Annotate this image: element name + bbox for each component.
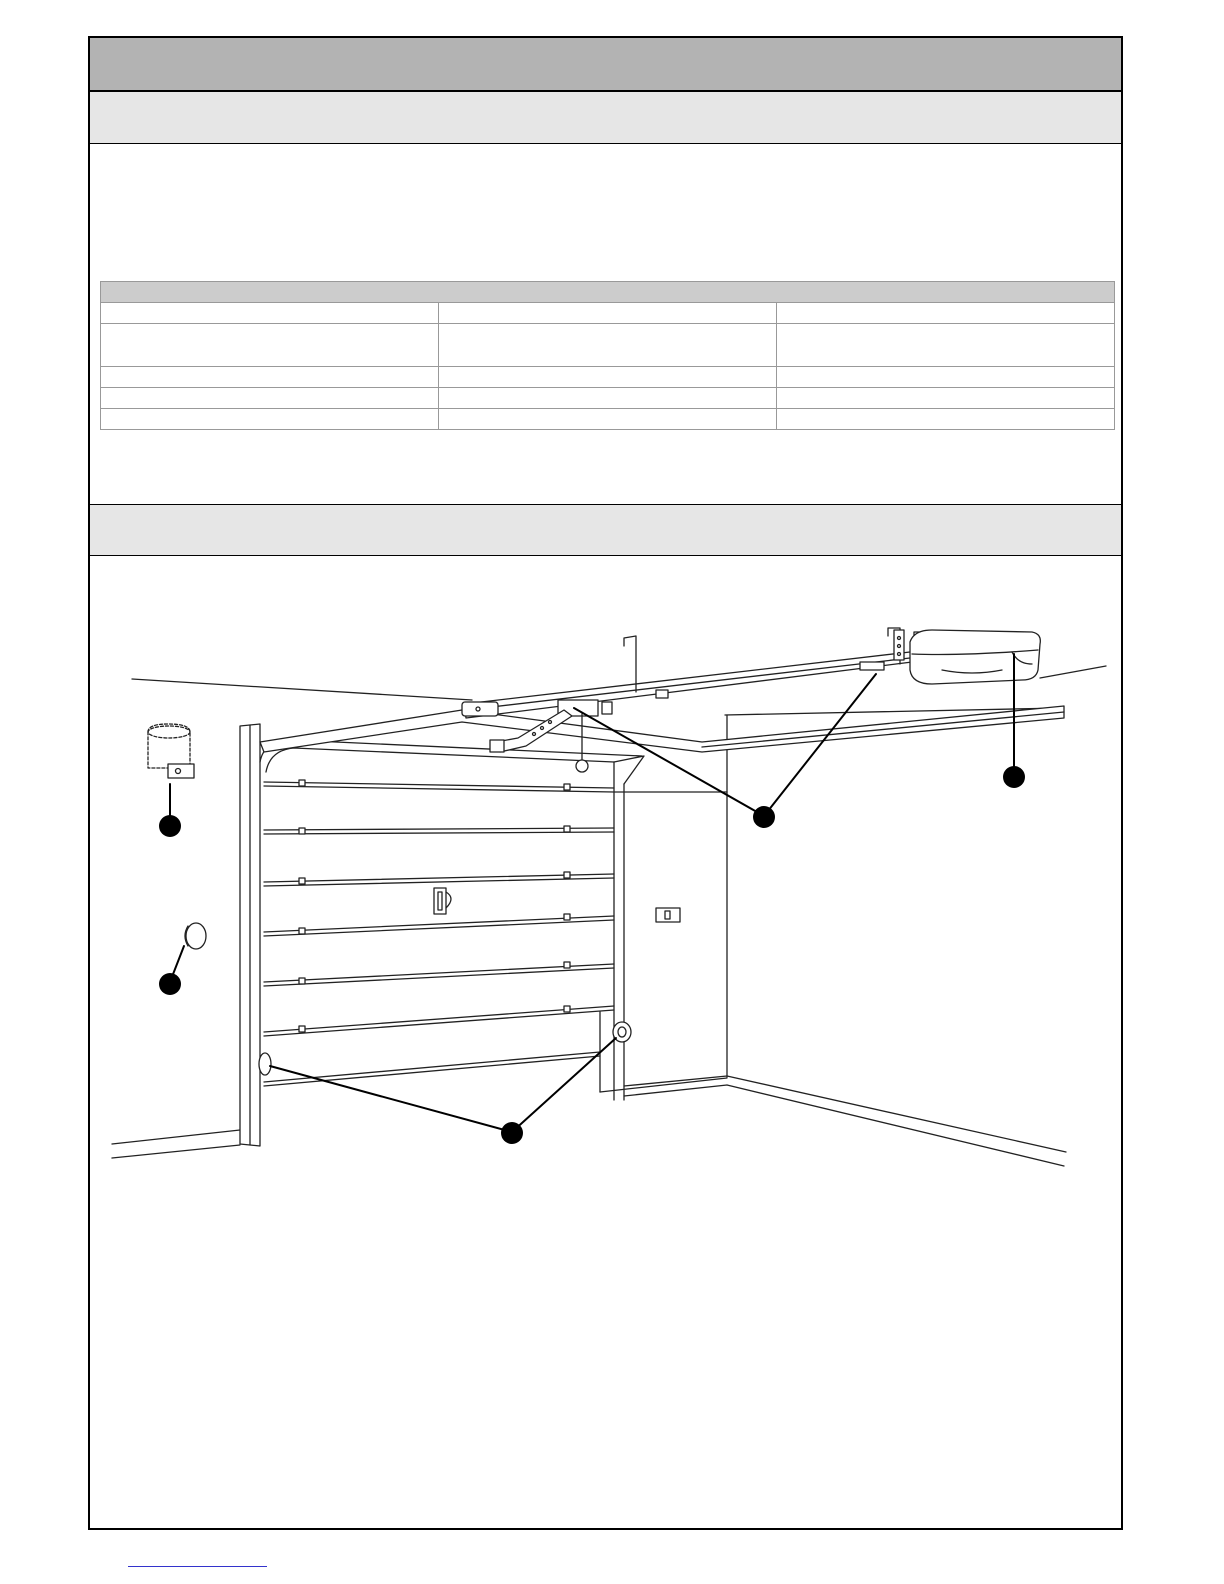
section-intro-text: [102, 156, 1102, 276]
table-row: [101, 303, 1115, 324]
callout-marker: [501, 1122, 523, 1144]
door-handle-icon: [434, 888, 451, 914]
table-cell: [101, 409, 439, 430]
table-cell: [777, 409, 1115, 430]
page-frame: [88, 36, 1123, 1530]
photocell-icon: [185, 923, 206, 949]
callout-markers: [159, 766, 1025, 1144]
key-switch-icon: [259, 1022, 631, 1075]
section-heading-specifications: [90, 92, 1121, 144]
garage-door-opener-icon: [910, 630, 1040, 684]
callout-marker: [159, 815, 181, 837]
table-cell: [777, 388, 1115, 409]
specifications-table: [100, 281, 1115, 430]
table-cell: [439, 367, 777, 388]
section-heading-installation: [90, 504, 1121, 556]
wall-pushbutton-icon: [656, 908, 680, 922]
table-cell: [777, 367, 1115, 388]
door-panels: [264, 780, 614, 1086]
footer-link[interactable]: [128, 1552, 267, 1567]
table-cell: [439, 409, 777, 430]
callout-marker: [159, 973, 181, 995]
installation-illustration: [90, 558, 1121, 1218]
table-cell: [777, 303, 1115, 324]
table-cell: [101, 303, 439, 324]
page-title: [90, 38, 1121, 92]
flashing-light-icon: [148, 724, 194, 778]
table-row: [101, 367, 1115, 388]
door-header-rail: [260, 706, 1064, 752]
table-header-row: [101, 282, 1115, 303]
table-cell: [101, 367, 439, 388]
table-cell: [101, 324, 439, 367]
table-row: [101, 324, 1115, 367]
table-header: [101, 282, 1115, 303]
table-cell: [439, 303, 777, 324]
table-cell: [439, 324, 777, 367]
callout-marker: [753, 806, 775, 828]
table-row: [101, 388, 1115, 409]
table-cell: [439, 388, 777, 409]
table-cell: [777, 324, 1115, 367]
table-cell: [101, 388, 439, 409]
table-row: [101, 409, 1115, 430]
callout-marker: [1003, 766, 1025, 788]
